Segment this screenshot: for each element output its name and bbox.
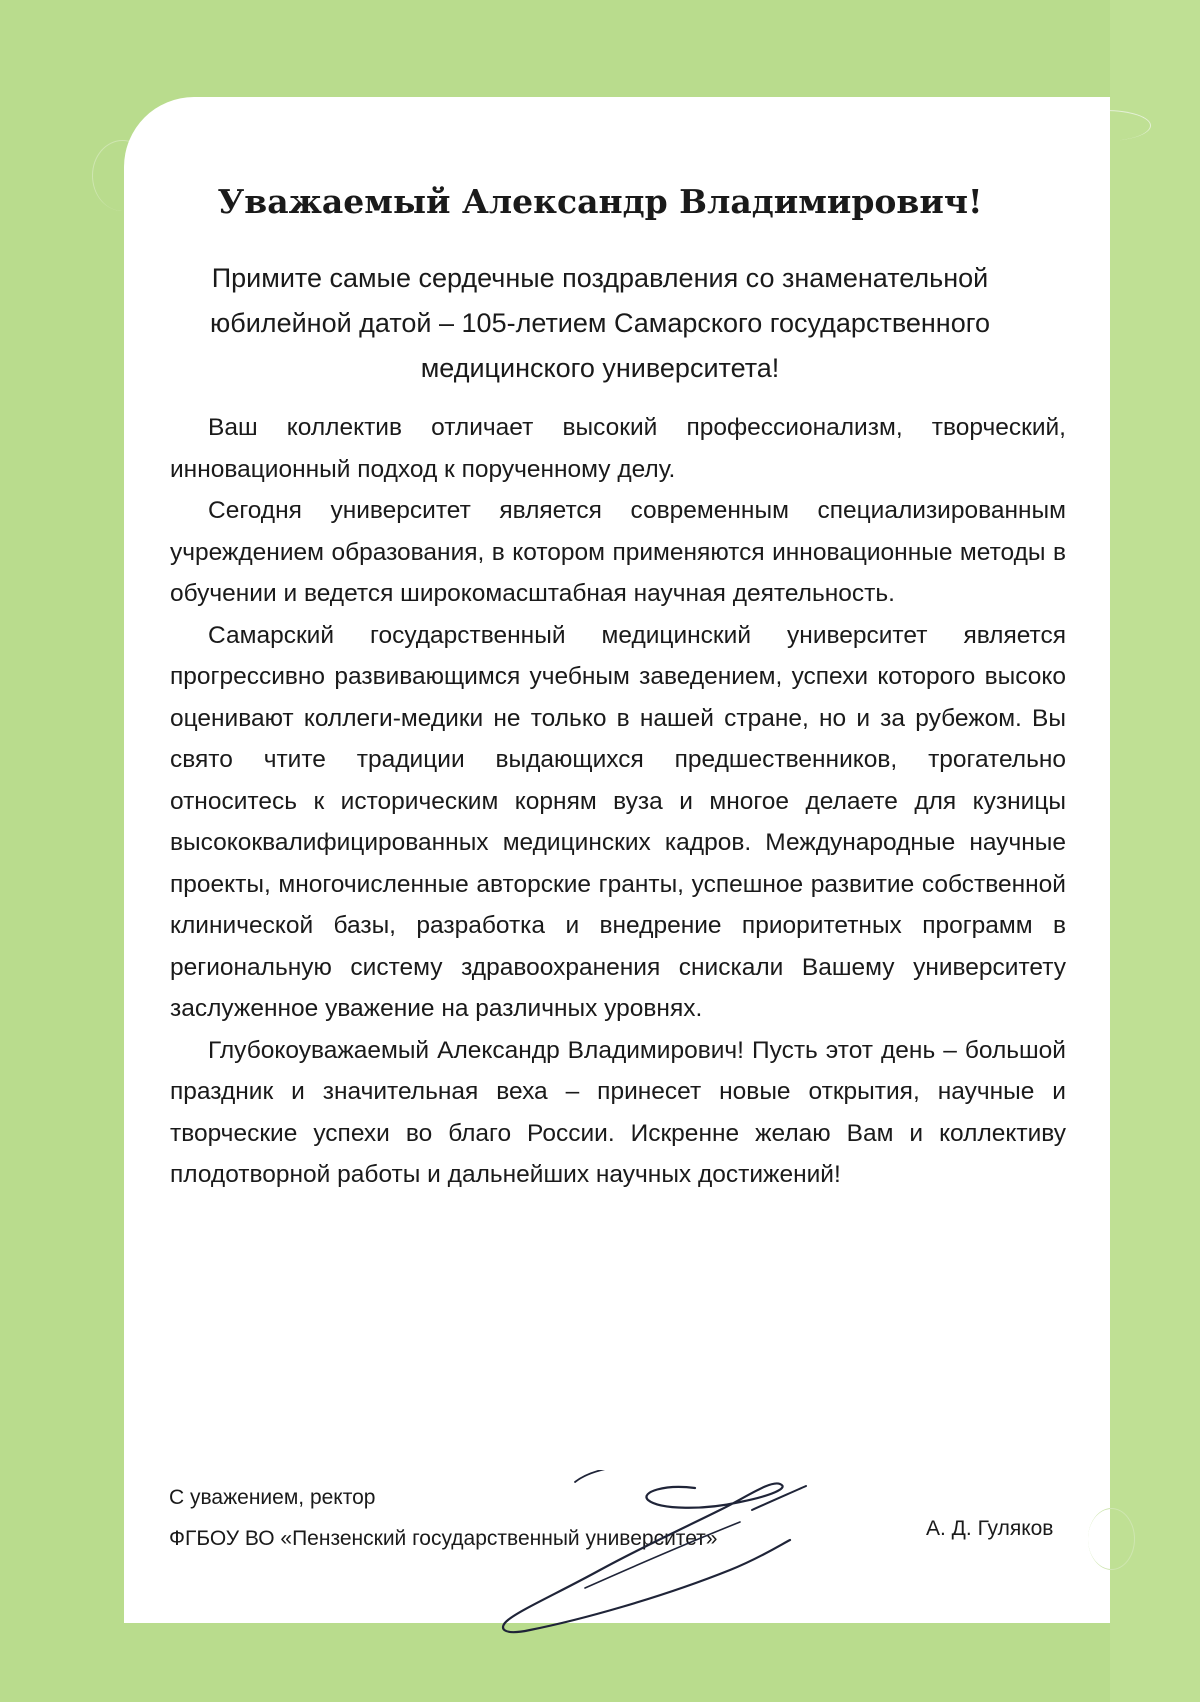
body-paragraph: Глубокоуважаемый Александр Владимирович! Пусть этот день – большой праздник и значительная веха – принесет новые открытия, научные и творческие успехи во благо России. Искренне желаю Вам и коллективу плодотворной работы и дальнейших научных достижений! [170,1036,1066,1188]
letter-body [170,407,1066,1196]
body-paragraph: Самарский государственный медицинский университет является прогрессивно развивающимся учебным заведением, успехи которого высоко оценивают коллеги-медики не только в нашей стране, но и за рубежом. Вы свято чтите традиции выдающихся предшественников, трогательно относитесь к историческим корням вуза и многое делаете для кузницы высококвалифицированных медицинских кадров. Международные научные проекты, многочисленные авторские гранты, успешное развитие собственной клинической базы, разработка и внедрение приоритетных программ в региональную систему здравоохранения снискали Вашему университету заслуженное уважение на различных уровнях. [170,621,1066,1022]
signature [490,1470,850,1640]
intro-paragraph: Примите самые сердечные поздравления со знаменательной юбилейной датой – 105-летием Самарского государственного медицинского университета! [210,263,990,383]
body-paragraph: Ваш коллектив отличает высокий профессионализм, творческий, инновационный подход к порученному делу. [170,414,1066,483]
organization-name: ФГБОУ ВО «Пензенский государственный университет» [169,1527,718,1550]
decorative-curl [1088,1508,1135,1570]
closing-line: С уважением, ректор [169,1486,376,1509]
signer-name: А. Д. Гуляков [926,1517,1054,1540]
background-strip [1110,0,1200,1702]
body-paragraph: Сегодня университет является современным специализированным учреждением образования, в котором применяются инновационные методы в обучении и ведется широкомасштабная научная деятельность. [170,497,1066,607]
salutation: Уважаемый Александр Владимирович! [217,182,983,221]
